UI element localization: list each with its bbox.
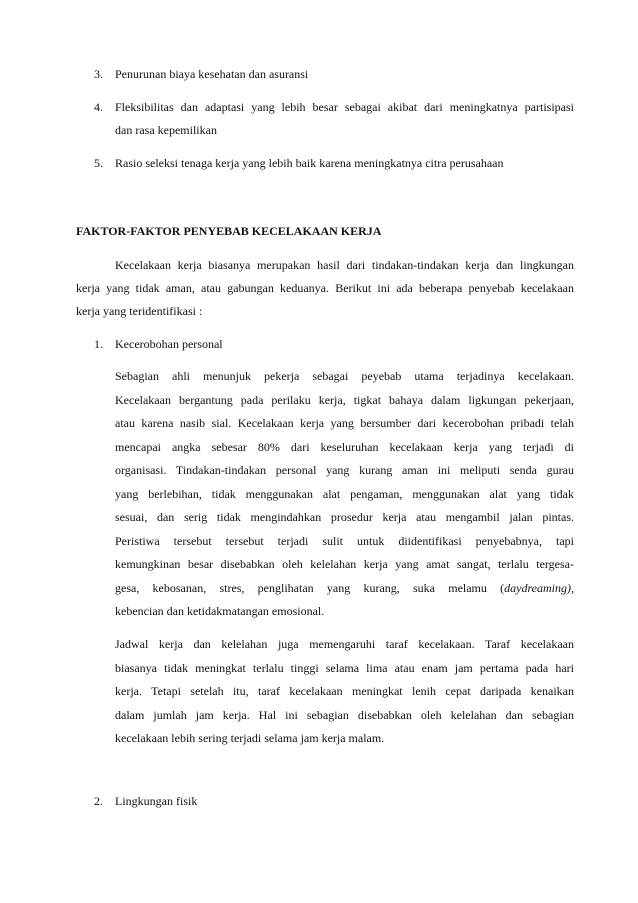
paragraph-line: Jadwal kerja dan kelelahan juga memengaruhi taraf kecelakaan. Taraf kecelakaan (115, 637, 574, 651)
paragraph-line: Kecelakaan bergantung pada perilaku kerja, tigkat bahaya dalam ligkungan pekerjaan, (115, 393, 574, 407)
paragraph-line: Peristiwa tersebut tersebut terjadi sulit untuk diidentifikasi penyebabnya, tapi (115, 534, 574, 548)
paragraph-line: atau karena nasib sial. Kecelakaan kerja yang bersumber dari kecerobohan pribadi telah (115, 416, 574, 430)
list-text-continuation: dan rasa kepemilikan (115, 123, 217, 137)
paragraph-line: yang berlebihan, tidak menggunakan alat pengaman, menggunakan alat yang tidak (115, 487, 574, 501)
paragraph-line-with-italic (115, 581, 574, 596)
list-number: 2. (94, 794, 103, 808)
paragraph-line: sesuai, dan serig tidak mengindahkan prosedur kerja atau mengambil jalan pintas. (115, 510, 574, 524)
paragraph-line: mencapai angka sebesar 80% dari keseluruhan kecelakaan kerja yang terjadi di (115, 440, 574, 454)
paragraph-line: kecelakaan lebih sering terjadi selama jam kerja malam. (115, 731, 385, 745)
paragraph-line: kemungkinan besar disebabkan oleh kelelahan kerja yang amat sangat, terlalu tergesa- (115, 557, 574, 571)
paragraph-line: kerja yang teridentifikasi : (76, 304, 203, 318)
list-text: Kecerobohan personal (115, 337, 223, 351)
list-text: Fleksibilitas dan adaptasi yang lebih besar sebagai akibat dari meningkatnya partisipasi (115, 100, 574, 114)
paragraph-line: kebencian dan ketidakmatangan emosional. (115, 604, 325, 618)
paragraph-line: biasanya tidak meningkat terlalu tinggi selama lima atau enam jam pertama pada hari (115, 661, 574, 675)
paragraph-line: organisasi. Tindakan-tindakan personal yang kurang aman ini meliputi senda gurau (115, 463, 574, 477)
italic-term: daydreaming), (504, 581, 574, 595)
list-text: Rasio seleksi tenaga kerja yang lebih baik karena meningkatnya citra perusahaan (115, 156, 504, 170)
list-text: Penurunan biaya kesehatan dan asuransi (115, 67, 309, 81)
list-number: 1. (94, 337, 103, 351)
text-run: gesa, kebosanan, stres, penglihatan yang kurang, suka melamu ( (115, 581, 505, 595)
list-number: 3. (94, 67, 103, 81)
list-text: Lingkungan fisik (115, 794, 198, 808)
paragraph-line: Sebagian ahli menunjuk pekerja sebagai peyebab utama terjadinya kecelakaan. (115, 369, 574, 383)
paragraph-line: kerja. Tetapi setelah itu, taraf kecelakaan meningkat lenih cepat daripada kenaikan (115, 684, 574, 698)
paragraph-line: Kecelakaan kerja biasanya merupakan hasil dari tindakan-tindakan kerja dan lingkungan (115, 258, 574, 272)
list-number: 5. (94, 156, 103, 170)
paragraph-line: kerja yang tidak aman, atau gabungan keduanya. Berikut ini ada beberapa penyebab kecelakaan (76, 281, 574, 295)
paragraph-line: dalam jumlah jam kerja. Hal ini sebagian disebabkan oleh kelelahan dan sebagian (115, 708, 574, 722)
section-heading: FAKTOR-FAKTOR PENYEBAB KECELAKAAN KERJA (76, 224, 382, 238)
list-number: 4. (94, 100, 103, 114)
